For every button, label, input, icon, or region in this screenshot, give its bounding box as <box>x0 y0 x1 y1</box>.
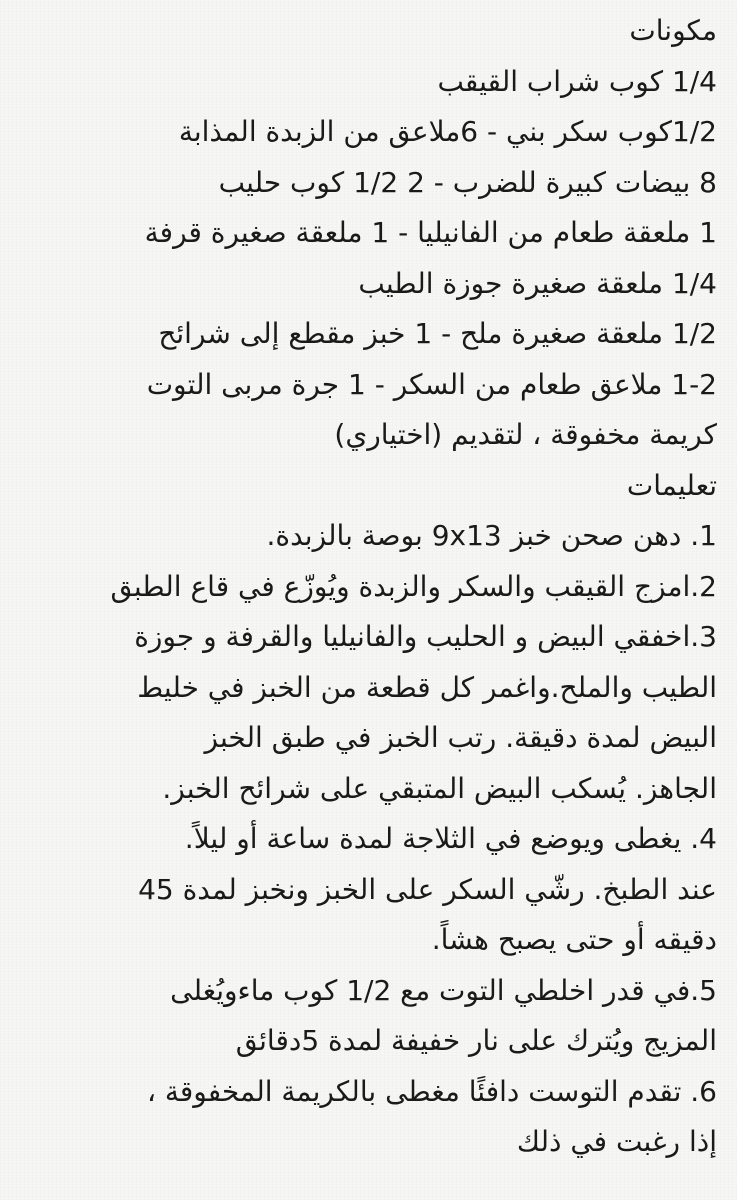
instruction-line: 4. يغطى ويوضع في الثلاجة لمدة ساعة أو ليلاً. <box>184 822 717 855</box>
instruction-line: 2.امزج القيقب والسكر والزبدة ويُوزّع في قاع الطبق <box>110 569 717 603</box>
ingredient-line: 1/2 ملعقة صغيرة ملح - 1 خبز مقطع إلى شرائح <box>158 317 717 350</box>
ingredient-line: 1-2 ملاعق طعام من السكر - 1 جرة مربى التوت <box>146 367 717 401</box>
ingredient-line: 1/4 كوب شراب القيقب <box>437 64 717 98</box>
instruction-line: المزيج ويُترك على نار خفيفة لمدة 5دقائق <box>235 1024 717 1057</box>
ingredient-line: 1/4 ملعقة صغيرة جوزة الطيب <box>358 266 717 300</box>
instruction-line: 1. دهن صحن خبز 9x13 بوصة بالزبدة. <box>266 519 717 552</box>
ingredient-line: 1 ملعقة طعام من الفانيليا - 1 ملعقة صغيرة قرفة <box>144 216 717 249</box>
instruction-line: البيض لمدة دقيقة. رتب الخبز في طبق الخبز <box>204 721 717 754</box>
instructions-heading: تعليمات <box>626 468 717 502</box>
instruction-line: 6. تقدم التوست دافئًا مغطى بالكريمة المخفوقة ، <box>146 1074 717 1108</box>
ingredient-line: 1/2كوب سكر بني - 6ملاعق من الزبدة المذابة <box>178 115 717 148</box>
ingredient-line: 8 بيضات كبيرة للضرب - 2 1/2 كوب حليب <box>218 165 717 199</box>
instruction-line: الجاهز. يُسكب البيض المتبقي على شرائح الخبز. <box>162 771 717 805</box>
ingredient-line: كريمة مخفوقة ، لتقديم (اختياري) <box>334 418 717 451</box>
instruction-line: إذا رغبت في ذلك <box>516 1125 717 1158</box>
instruction-line: دقيقه أو حتى يصبح هشاً. <box>431 923 717 956</box>
instruction-line: 3.اخفقي البيض و الحليب والفانيليا والقرفة و جوزة <box>134 620 717 653</box>
instruction-line: الطيب والملح.واغمر كل قطعة من الخبز في خليط <box>137 670 717 704</box>
instruction-line: عند الطبخ. رشّي السكر على الخبز ونخبز لمدة 45 <box>138 872 717 906</box>
ingredients-heading: مكونات <box>629 14 717 47</box>
instruction-line: 5.في قدر اخلطي التوت مع 1/2 كوب ماءويُغلى <box>170 973 717 1007</box>
